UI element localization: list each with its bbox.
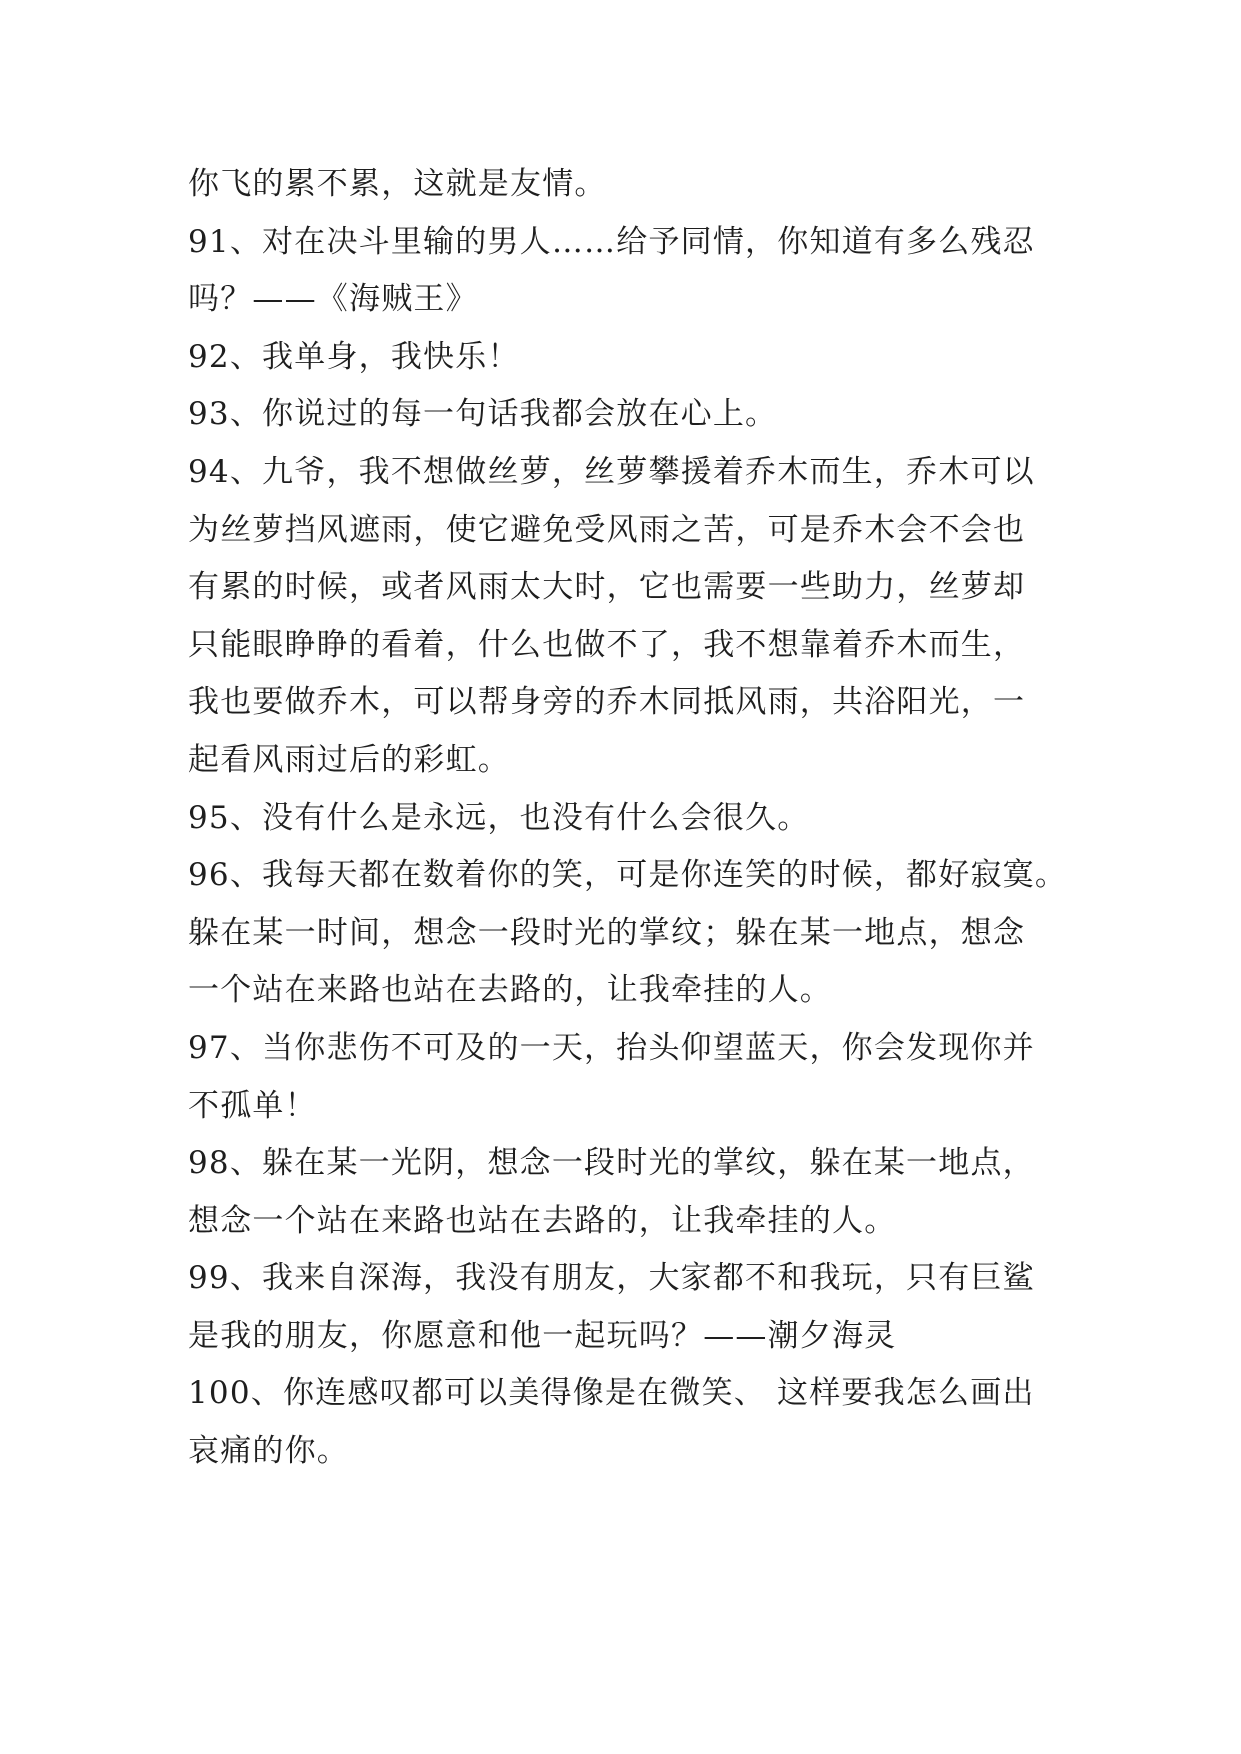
text-line: 哀痛的你。 (188, 1433, 349, 1470)
text-line: 97、当你悲伤不可及的一天，抬头仰望蓝天，你会发现你并 (188, 1029, 1035, 1066)
text-line: 吗？——《海贼王》 (188, 281, 478, 318)
text-line: 躲在某一时间，想念一段时光的掌纹；躲在某一地点，想念 (188, 914, 1026, 951)
text-line: 一个站在来路也站在去路的，让我牵挂的人。 (188, 972, 832, 1009)
text-line: 94、九爷，我不想做丝萝，丝萝攀援着乔木而生，乔木可以 (188, 453, 1035, 490)
text-line: 91、对在决斗里输的男人……给予同情，你知道有多么残忍 (188, 223, 1035, 260)
text-line: 只能眼睁睁的看着，什么也做不了，我不想靠着乔木而生， (188, 626, 1026, 663)
text-line: 96、我每天都在数着你的笑，可是你连笑的时候，都好寂寞。 (188, 857, 1068, 894)
document-body (188, 156, 1068, 1481)
text-line: 有累的时候，或者风雨太大时，它也需要一些助力，丝萝却 (188, 569, 1026, 606)
text-line: 92、我单身，我快乐！ (188, 338, 520, 375)
text-line: 你飞的累不累，这就是友情。 (188, 166, 607, 202)
text-line: 93、你说过的每一句话我都会放在心上。 (188, 396, 778, 433)
text-line: 我也要做乔木，可以帮身旁的乔木同抵风雨，共浴阳光，一 (188, 684, 1026, 721)
text-line: 想念一个站在来路也站在去路的，让我牵挂的人。 (188, 1202, 897, 1239)
text-line: 是我的朋友，你愿意和他一起玩吗？——潮夕海灵 (188, 1317, 897, 1354)
text-line: 起看风雨过后的彩虹。 (188, 741, 510, 778)
text-line: 100、你连感叹都可以美得像是在微笑、 这样要我怎么画出 (188, 1375, 1035, 1412)
text-line: 不孤单！ (188, 1087, 317, 1124)
text-line: 98、躲在某一光阴，想念一段时光的掌纹，躲在某一地点， (188, 1145, 1035, 1182)
text-line: 为丝萝挡风遮雨，使它避免受风雨之苦，可是乔木会不会也 (188, 511, 1026, 548)
text-line: 95、没有什么是永远，也没有什么会很久。 (188, 799, 810, 836)
text-line: 99、我来自深海，我没有朋友，大家都不和我玩，只有巨鲨 (188, 1260, 1035, 1297)
